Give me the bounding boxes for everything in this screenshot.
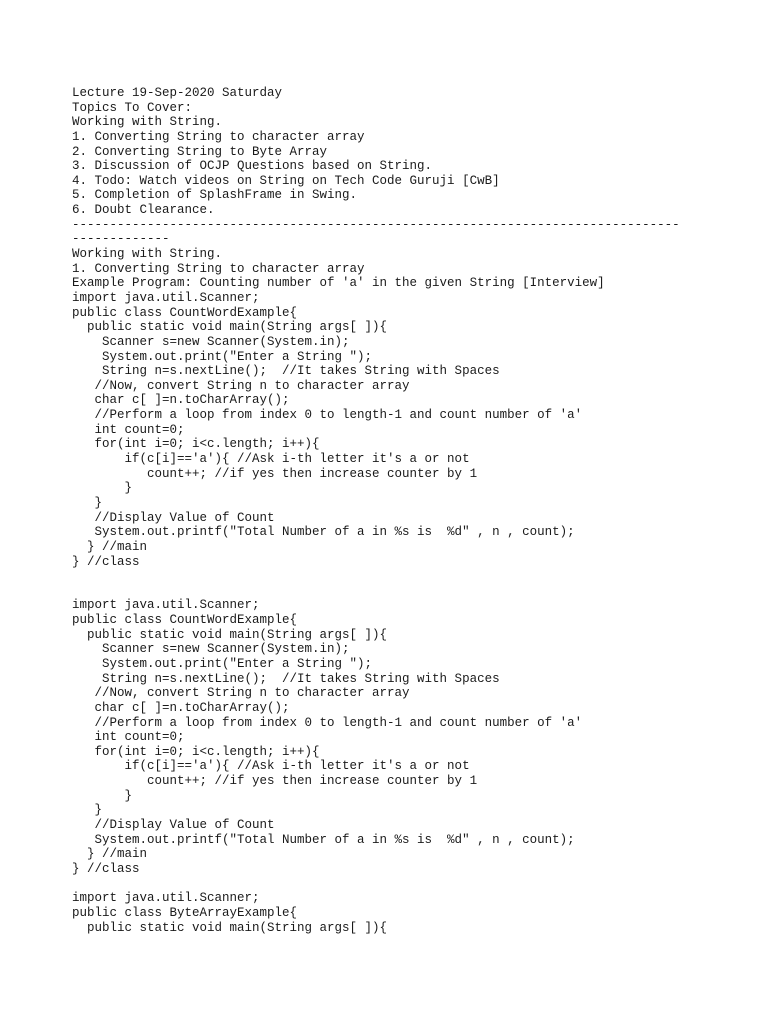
- document-line: System.out.printf("Total Number of a in %s is %d" , n , count);: [72, 832, 575, 847]
- document-line: Scanner s=new Scanner(System.in);: [72, 642, 350, 657]
- document-line: 6. Doubt Clearance.: [72, 203, 215, 218]
- document-line: public static void main(String args[ ]){: [72, 320, 388, 335]
- document-line: public class CountWordExample{: [72, 305, 298, 320]
- document-line: //Display Value of Count: [72, 510, 275, 525]
- document-line: String n=s.nextLine(); //It takes String with Spaces: [72, 671, 500, 686]
- document-line: Scanner s=new Scanner(System.in);: [72, 334, 350, 349]
- document-line: Working with String.: [72, 115, 223, 130]
- document-line: if(c[i]=='a'){ //Ask i-th letter it's a or not: [72, 452, 470, 467]
- document-line: Lecture 19-Sep-2020 Saturday: [72, 86, 283, 100]
- document-line: //Now, convert String n to character array: [72, 686, 410, 701]
- document-line: [72, 584, 712, 599]
- document-line: import java.util.Scanner;: [72, 598, 260, 613]
- document-line: public class ByteArrayExample{: [72, 905, 298, 920]
- document-line: String n=s.nextLine(); //It takes String with Spaces: [72, 364, 500, 379]
- document-line: }: [72, 495, 103, 510]
- document-line: System.out.print("Enter a String ");: [72, 349, 373, 364]
- document-text: [72, 86, 712, 935]
- document-line: //Perform a loop from index 0 to length-1 and count number of 'a': [72, 715, 583, 730]
- document-line: import java.util.Scanner;: [72, 290, 260, 305]
- document-line: //Perform a loop from index 0 to length-1 and count number of 'a': [72, 408, 583, 423]
- document-line: [72, 569, 712, 584]
- document-line: System.out.printf("Total Number of a in %s is %d" , n , count);: [72, 525, 575, 540]
- document-line: } //class: [72, 554, 140, 569]
- document-line: } //main: [72, 539, 148, 554]
- document-line: System.out.print("Enter a String ");: [72, 656, 373, 671]
- document-line: 1. Converting String to character array: [72, 261, 365, 276]
- document-line: public class CountWordExample{: [72, 613, 298, 628]
- document-line: }: [72, 481, 133, 496]
- document-line: -------------: [72, 232, 170, 247]
- document-line: public static void main(String args[ ]){: [72, 920, 388, 935]
- document-line: }: [72, 803, 103, 818]
- document-line: Topics To Cover:: [72, 100, 193, 115]
- document-line: } //main: [72, 847, 148, 862]
- document-line: import java.util.Scanner;: [72, 891, 260, 906]
- document-line: [72, 877, 712, 892]
- document-line: //Now, convert String n to character array: [72, 378, 410, 393]
- document-line: int count=0;: [72, 730, 185, 745]
- document-line: } //class: [72, 861, 140, 876]
- document-line: Example Program: Counting number of 'a' in the given String [Interview]: [72, 276, 605, 291]
- document-line: 5. Completion of SplashFrame in Swing.: [72, 188, 358, 203]
- document-line: }: [72, 788, 133, 803]
- document-line: count++; //if yes then increase counter by 1: [72, 466, 478, 481]
- document-line: ---------------------------------------------------------------------------------: [72, 217, 680, 232]
- document-line: 2. Converting String to Byte Array: [72, 144, 328, 159]
- document-line: 4. Todo: Watch videos on String on Tech Code Guruji [CwB]: [72, 173, 500, 188]
- document-line: char c[ ]=n.toCharArray();: [72, 700, 290, 715]
- document-line: count++; //if yes then increase counter by 1: [72, 774, 478, 789]
- document-line: Working with String.: [72, 247, 223, 262]
- document-line: public static void main(String args[ ]){: [72, 627, 388, 642]
- document-line: if(c[i]=='a'){ //Ask i-th letter it's a or not: [72, 759, 470, 774]
- document-line: //Display Value of Count: [72, 818, 275, 833]
- document-line: char c[ ]=n.toCharArray();: [72, 393, 290, 408]
- document-line: 3. Discussion of OCJP Questions based on String.: [72, 159, 433, 174]
- document-line: for(int i=0; i<c.length; i++){: [72, 437, 320, 452]
- document-line: for(int i=0; i<c.length; i++){: [72, 744, 320, 759]
- document-line: int count=0;: [72, 422, 185, 437]
- document-line: 1. Converting String to character array: [72, 129, 365, 144]
